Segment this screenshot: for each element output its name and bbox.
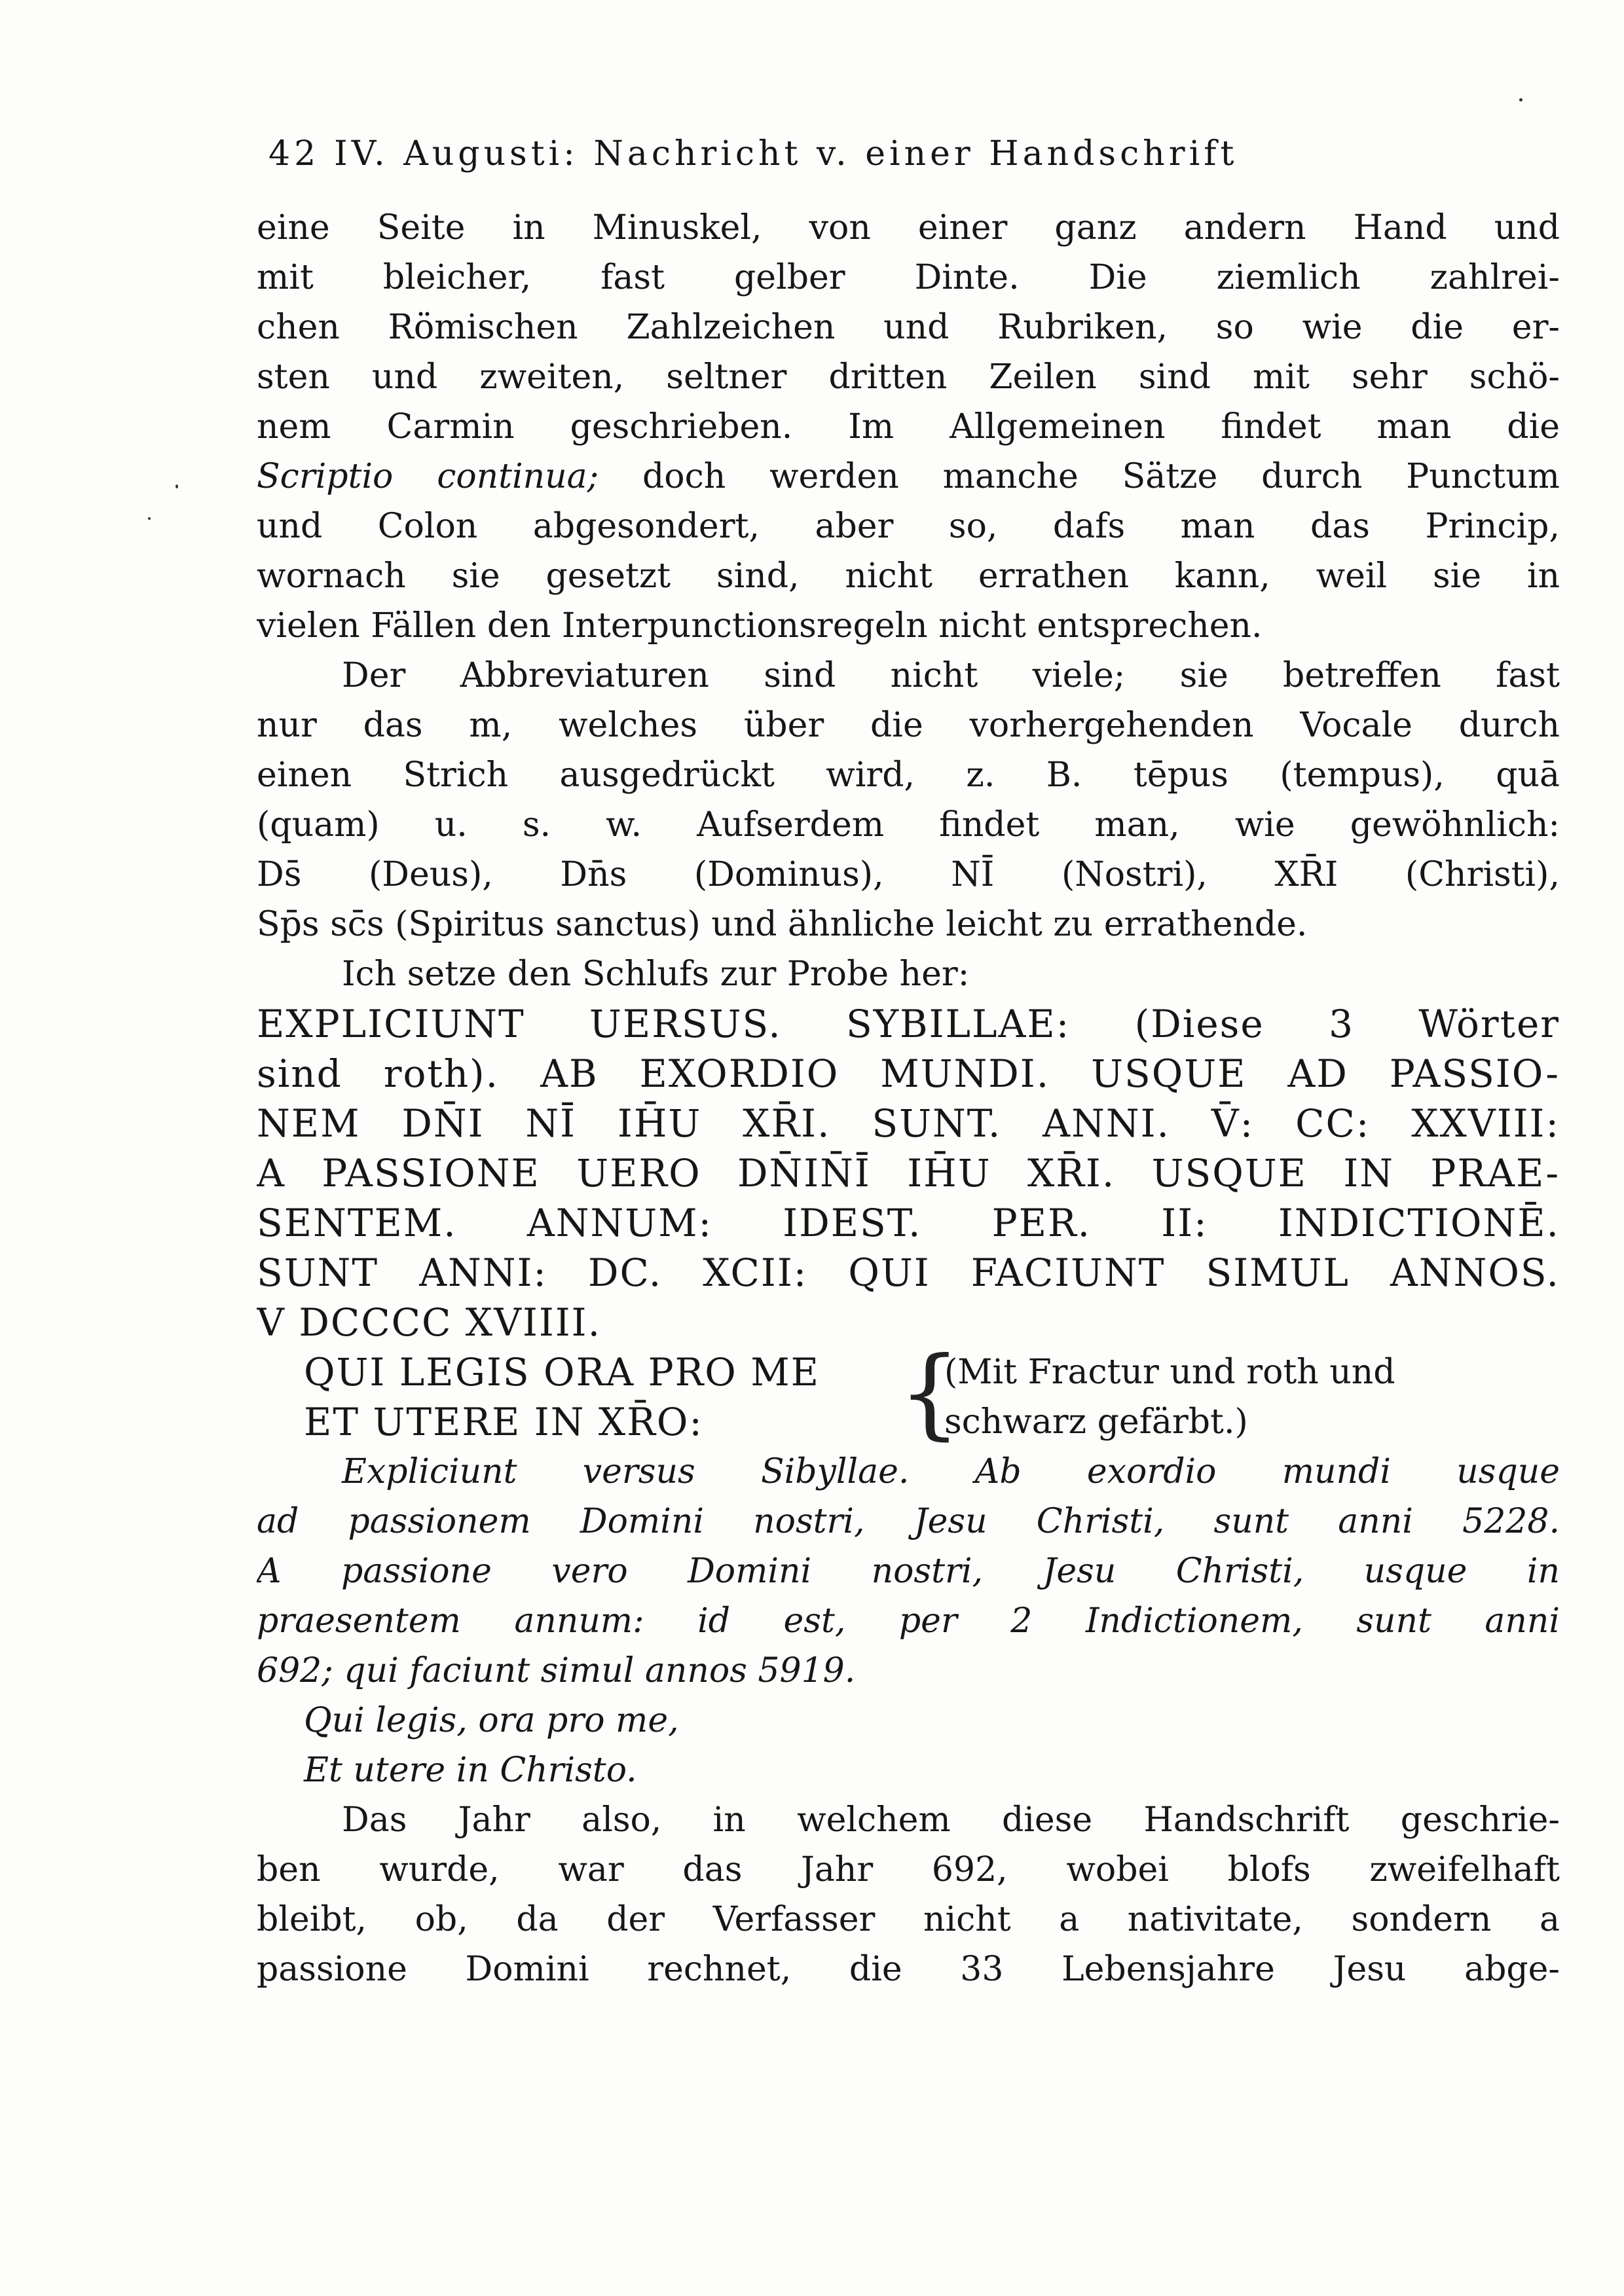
- verse: [257, 1696, 1560, 1795]
- text-line: passione Domini rechnet, die 33 Lebensjahre Jesu abge-: [257, 1950, 1560, 1989]
- paragraph-1: [257, 203, 1560, 651]
- scan-speck: [1519, 98, 1522, 101]
- text-line: bleibt, ob, da der Verfasser nicht a nativitate, sondern a: [257, 1900, 1560, 1939]
- running-header: [268, 134, 1509, 193]
- text-line: praesentem annum: id est, per 2 Indictionem, sunt anni: [257, 1601, 1560, 1641]
- text-line: (quam) u. s. w. Aufserdem findet man, wie gewöhnlich:: [257, 805, 1560, 845]
- paragraph-3: Ich setze den Schlufs zur Probe her:: [342, 955, 970, 994]
- text-line: ben wurde, war das Jahr 692, wobei blofs zweifelhaft: [257, 1850, 1560, 1889]
- caps-line: EXPLICIUNT UERSUS. SYBILLAE: (Diese 3 Wörter: [257, 1002, 1560, 1046]
- caps-line: QUI LEGIS ORA PRO ME: [304, 1350, 820, 1394]
- brace-left-text: [257, 1347, 898, 1447]
- paragraph-4: [257, 1795, 1560, 1994]
- note-line: schwarz gefärbt.): [944, 1402, 1248, 1442]
- verse-line: Qui legis, ora pro me,: [304, 1701, 679, 1740]
- text-line: Expliciunt versus Sibyllae. Ab exordio mundi usque: [342, 1452, 1560, 1491]
- text-line: Sp̄s sc̄s (Spiritus sanctus) und ähnliche leicht zu errathende.: [257, 905, 1308, 944]
- text-line: mit bleicher, fast gelber Dinte. Die ziemlich zahlrei-: [257, 258, 1560, 297]
- brace-block: [257, 1336, 1560, 1450]
- page-number: 42: [268, 134, 320, 173]
- caps-line: ET UTERE IN XR̄O:: [304, 1400, 703, 1444]
- verse-line: Et utere in Christo.: [304, 1751, 637, 1790]
- scan-speck: [175, 484, 178, 488]
- text-line: chen Römischen Zahlzeichen und Rubriken, so wie die er-: [257, 308, 1560, 347]
- caps-line: V DCCCC XVIIII.: [257, 1300, 602, 1345]
- text-line: wornach sie gesetzt sind, nicht errathen kann, weil sie in: [257, 556, 1560, 596]
- manuscript-transcription: [257, 999, 1560, 1347]
- text-line: nem Carmin geschrieben. Im Allgemeinen findet man die: [257, 407, 1560, 446]
- caps-line: A PASSIONE UERO DN̄IN̄Ī IH̄U XR̄I. USQUE IN PRAE-: [257, 1151, 1560, 1195]
- body-text: [257, 203, 1560, 1994]
- text-line: ad passionem Domini nostri, Jesu Christi, sunt anni 5228.: [257, 1502, 1560, 1541]
- text-line: sten und zweiten, seltner dritten Zeilen sind mit sehr schö-: [257, 357, 1560, 397]
- text-line: eine Seite in Minuskel, von einer ganz andern Hand und: [257, 208, 1560, 247]
- scan-speck: [148, 517, 151, 520]
- text-line: und Colon abgesondert, aber so, dafs man das Princip,: [257, 507, 1560, 546]
- text-line: [257, 452, 1560, 501]
- caps-line: SUNT ANNI: DC. XCII: QUI FACIUNT SIMUL ANNOS.: [257, 1250, 1560, 1295]
- text-line: Ds̄ (Deus), Dn̄s (Dominus), NĪ (Nostri), XR̄I (Christi),: [257, 855, 1560, 894]
- brace-right-note: [944, 1347, 1560, 1447]
- caps-line: SENTEM. ANNUM: IDEST. PER. II: INDICTIONĒ.: [257, 1201, 1560, 1245]
- curly-brace: {: [898, 1336, 961, 1450]
- latin-translation: [257, 1447, 1560, 1696]
- note-line: (Mit Fractur und roth und: [944, 1353, 1395, 1392]
- paragraph-2: [257, 651, 1560, 949]
- italic-phrase: Scriptio continua;: [257, 457, 599, 496]
- text-line: vielen Fällen den Interpunctionsregeln nicht entsprechen.: [257, 606, 1263, 646]
- text-line: Der Abbreviaturen sind nicht viele; sie betreffen fast: [342, 656, 1560, 695]
- text-segment: doch werden manche Sätze durch Punctum: [599, 457, 1560, 496]
- text-line: A passione vero Domini nostri, Jesu Christi, usque in: [257, 1552, 1560, 1591]
- text-line: nur das m, welches über die vorhergehenden Vocale durch: [257, 706, 1560, 745]
- running-title: IV. Augusti: Nachricht v. einer Handschrift: [334, 134, 1238, 173]
- caps-line: sind roth). AB EXORDIO MUNDI. USQUE AD PASSIO-: [257, 1051, 1560, 1096]
- text-line: einen Strich ausgedrückt wird, z. B. tēpus (tempus), quā: [257, 756, 1560, 795]
- text-line: 692; qui faciunt simul annos 5919.: [257, 1651, 856, 1690]
- caps-line: NEM DN̄I NĪ IH̄U XR̄I. SUNT. ANNI. V̄: CC: XXVIII:: [257, 1101, 1560, 1146]
- text-line: Das Jahr also, in welchem diese Handschrift geschrie-: [342, 1800, 1560, 1840]
